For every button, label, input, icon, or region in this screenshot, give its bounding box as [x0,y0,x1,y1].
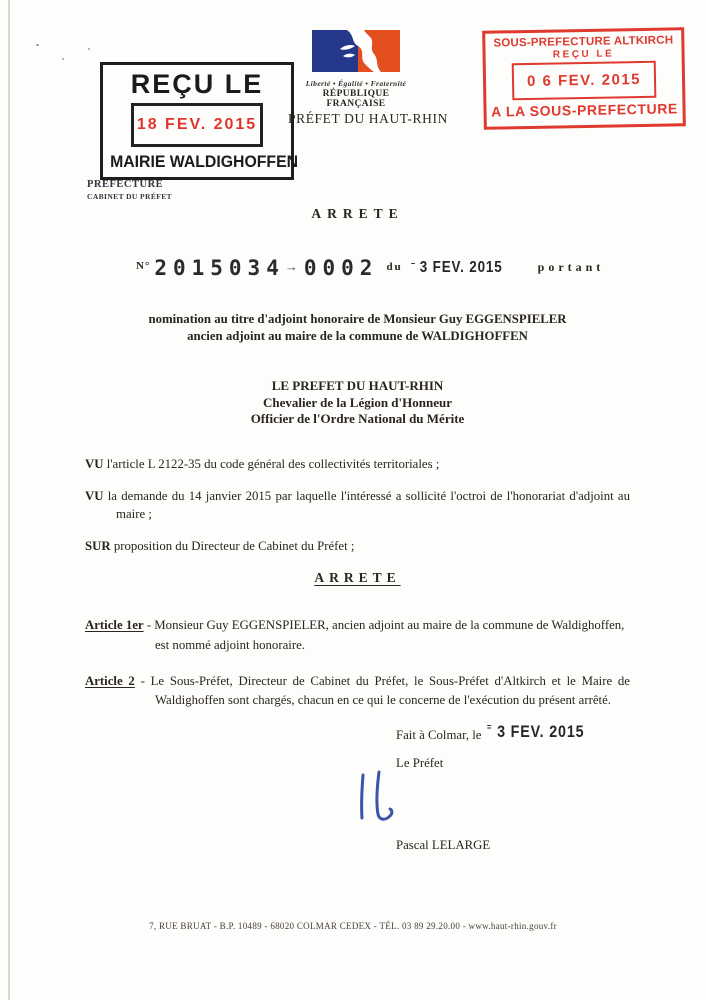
portant-label: portant [537,260,605,274]
recital-label: SUR [85,538,111,553]
scan-speck [62,58,64,60]
article-text: - Monsieur Guy EGGENSPIELER, ancien adjoint au maire de la commune de Waldighoffen, est nommé adjoint honoraire. [146,618,625,652]
subject-line-2: ancien adjoint au maire de la commune de WALDIGHOFFEN [187,328,528,343]
stamp-mairie-name: MAIRIE WALDIGHOFFEN [110,152,299,171]
decree-number-line [136,256,604,280]
signature-ink-icon [350,768,410,830]
article-2 [85,672,630,712]
scan-artifact-line [8,0,10,1000]
date-stamp-signature [487,722,584,742]
articles-section [85,616,630,727]
date-stamp-prefix: = [487,722,493,732]
date-stamp-value: 3 FEV. 2015 [497,722,585,741]
recital-label: VU [85,457,104,471]
sender-block [87,179,172,201]
prefet-du-haut-rhin-label: PRÉFET DU HAUT-RHIN [288,111,448,126]
subject-line-1: nomination au titre d'adjoint honoraire de Monsieur Guy EGGENSPIELER [148,312,567,326]
stamp-date-box [131,103,263,147]
date-stamp-header [411,258,503,277]
article-text: - Le Sous-Préfet, Directeur de Cabinet du Préfet, le Sous-Préfet d'Altkirch et le Maire de Waldighoffen sont chargés, chacun en ce qui le concerne de l'exécution du présent arrêté. [140,673,630,708]
motto-label: Liberté • Égalité • Fraternité [305,79,407,88]
stamp-date: 0 6 FEV. 2015 [526,71,642,90]
authority-heading [85,378,630,428]
authority-title: LE PREFET DU HAUT-RHIN [271,378,444,393]
scan-speck [36,44,39,46]
stamp-date: 18 FEV. 2015 [136,116,258,133]
recital-vu-1 [85,455,630,474]
footer-address: 7, RUE BRUAT - B.P. 10489 - 68020 COLMAR CEDEX - TÉL. 03 89 29.20.00 - www.haut-rhin.gouv.fr [149,921,557,931]
stamp-recu-le-label: REÇU LE [552,48,615,61]
du-label: du [386,261,403,273]
recital-label: VU [85,488,104,503]
handwritten-signature [350,768,410,835]
number-symbol: N° [136,260,151,272]
receipt-stamp-sous-prefecture [482,27,686,130]
article-label: Article 1er [85,618,144,632]
receipt-stamp-mairie [100,62,299,180]
recital-text: l'article L 2122-35 du code général des collectivités territoriales ; [106,457,440,471]
stamp-date-box [512,61,657,101]
decree-title: ARRETE [311,206,404,221]
stamp-recu-le-label: REÇU LE [130,69,264,99]
marianne-flag-icon [312,30,400,72]
decree-title-2 [85,570,630,586]
recital-text: la demande du 14 janvier 2015 par laquelle l'intéressé a sollicité l'octroi de l'honorariat d'adjoint au maire ; [107,488,631,522]
recitals-section [85,455,630,568]
cabinet-du-prefet-label: CABINET DU PRÉFET [87,192,173,201]
decree-number-part2: 0002 [303,256,379,280]
stamp-sous-prefecture-title: SOUS-PREFECTURE ALTKIRCH [493,34,674,50]
date-stamp-prefix: – [410,258,415,268]
decree-number-part1: 2015034 [154,256,285,280]
place-date-line: Fait à Colmar, le [396,728,482,742]
article-label: Article 2 [85,673,135,688]
recital-text: proposition du Directeur de Cabinet du Préfet ; [113,538,355,553]
recital-sur [85,537,630,556]
authority-honor-1: Chevalier de la Légion d'Honneur [263,394,452,410]
scan-speck [88,48,90,50]
decree-title-2-text: ARRETE [314,570,401,585]
signatory-role: Le Préfet [396,756,444,770]
republic-label: RÉPUBLIQUE FRANÇAISE [322,89,390,109]
recital-vu-2 [85,487,630,524]
republique-francaise-logo [303,30,409,109]
decree-subject [85,311,630,344]
stamp-sous-prefecture-footer: A LA SOUS-PREFECTURE [491,100,679,120]
article-1 [85,616,630,656]
prefecture-label: PRÉFECTURE [87,179,164,190]
signatory-name: Pascal LELARGE [396,838,491,852]
number-separator: → [284,259,298,274]
date-stamp-value: 3 FEV. 2015 [419,259,503,276]
authority-honor-2: Officier de l'Ordre National du Mérite [250,411,465,427]
